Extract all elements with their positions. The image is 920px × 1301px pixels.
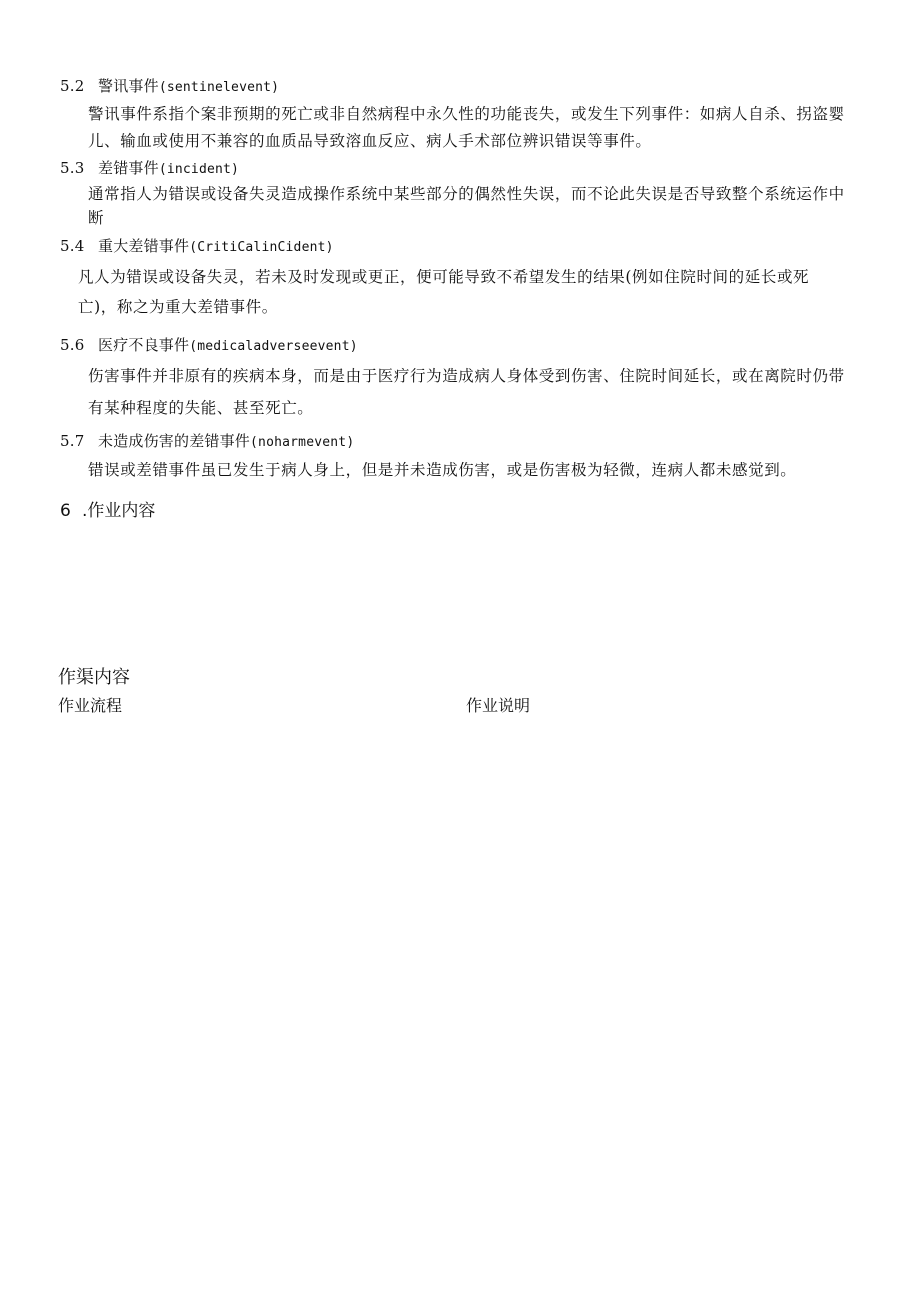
work-desc-label: 作业说明 xyxy=(466,696,531,715)
section-5-4-heading xyxy=(60,235,334,256)
section-5-7-heading xyxy=(60,430,354,451)
section-6-heading xyxy=(60,496,155,521)
section-number: 5.4 xyxy=(60,237,85,255)
work-flow-label: 作业流程 xyxy=(58,696,123,715)
section-5-4-line-1: 凡人为错误或设备失灵，若未及时发现或更正，便可能导致不希望发生的结果(例如住院时间的延长或死 xyxy=(78,268,810,286)
section-5-6-line-1: 伤害事件并非原有的疾病本身，而是由于医疗行为造成病人身体受到伤害、住院时间延长，或在离院时仍带 xyxy=(88,367,845,385)
section-title: 差错事件 xyxy=(98,159,159,177)
section-5-2-heading xyxy=(60,75,279,96)
section-5-4-line-2: 亡)，称之为重大差错事件。 xyxy=(78,298,278,316)
section-title: 重大差错事件 xyxy=(98,237,190,255)
section-term: (incident) xyxy=(158,162,240,177)
section-5-3-line-1: 通常指人为错误或设备失灵造成操作系统中某些部分的偶然性失误，而不论此失误是否导致整个系统运作中 xyxy=(88,185,845,203)
section-5-6-heading xyxy=(60,334,358,355)
section-title: .作业内容 xyxy=(82,501,156,521)
section-5-6-line-2: 有某种程度的失能、甚至死亡。 xyxy=(88,399,314,417)
section-5-2-line-2: 儿、输血或使用不兼容的血质品导致溶血反应、病人手术部位辨识错误等事件。 xyxy=(88,132,652,150)
section-number: 6 xyxy=(60,501,71,521)
section-term: (CritiCalinCident) xyxy=(189,240,334,255)
section-title: 医疗不良事件 xyxy=(98,336,190,354)
section-number: 5.3 xyxy=(60,159,85,177)
section-term: (medicaladverseevent) xyxy=(189,339,358,354)
section-5-2-line-1: 警讯事件系指个案非预期的死亡或非自然病程中永久性的功能丧失，或发生下列事件：如病人自杀、拐盗婴 xyxy=(88,105,845,123)
section-5-3-heading xyxy=(60,157,239,178)
section-5-3-line-2: 断 xyxy=(88,209,105,227)
section-term: (sentinelevent) xyxy=(158,80,280,95)
section-number: 5.2 xyxy=(60,77,85,95)
section-title: 警讯事件 xyxy=(98,77,159,95)
section-5-7-line-1: 错误或差错事件虽已发生于病人身上，但是并未造成伤害，或是伤害极为轻微，连病人都未感觉到。 xyxy=(88,461,797,479)
section-title: 未造成伤害的差错事件 xyxy=(98,432,251,450)
section-term: (noharmevent) xyxy=(250,435,355,450)
section-number: 5.7 xyxy=(60,432,85,450)
section-number: 5.6 xyxy=(60,336,85,354)
work-content-label: 作渠内容 xyxy=(58,667,130,688)
